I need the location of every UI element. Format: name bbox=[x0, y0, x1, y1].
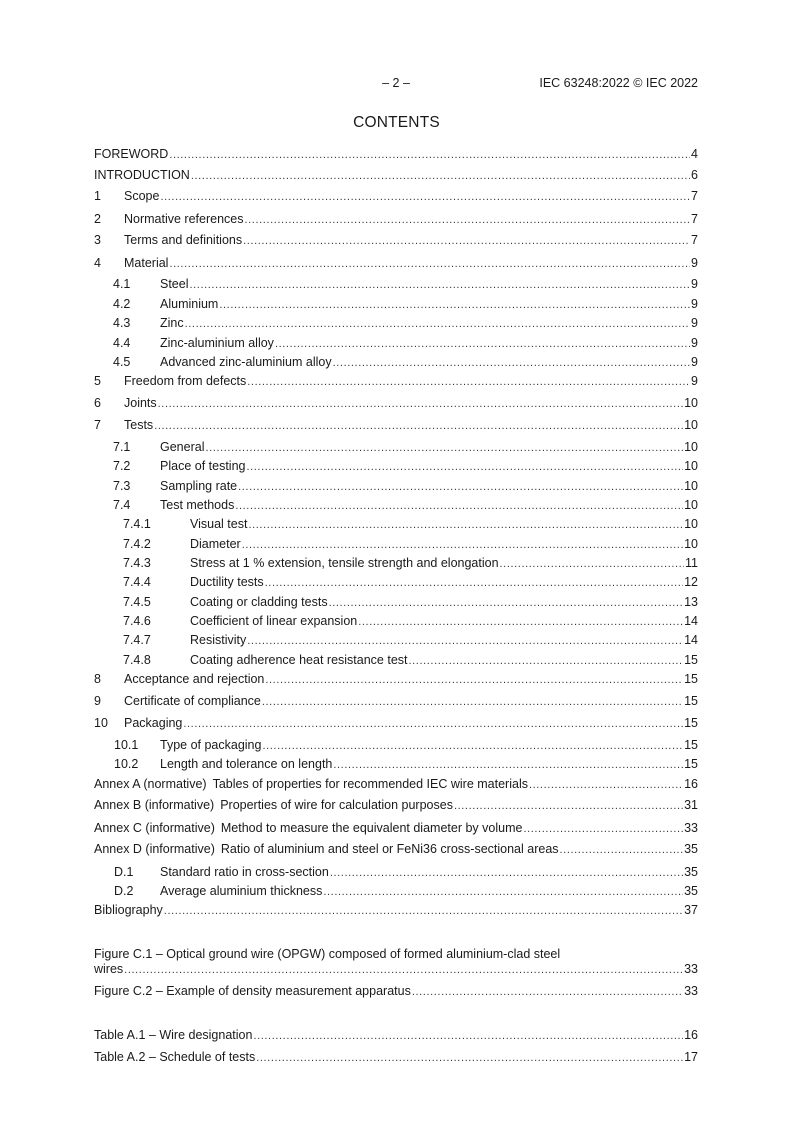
toc-entry-text: Average aluminium thickness bbox=[160, 884, 323, 898]
table-entry-text: Table A.1 – Wire designation bbox=[94, 1028, 253, 1042]
dot-leader bbox=[262, 694, 683, 710]
toc-entry-page: 15 bbox=[684, 694, 698, 708]
table-entry-a1[interactable] bbox=[94, 1027, 698, 1043]
figure-entry-page: 33 bbox=[684, 962, 698, 976]
toc-entry-aluminium[interactable] bbox=[113, 296, 698, 312]
toc-entry-text: Zinc bbox=[160, 316, 184, 330]
toc-entry-page: 35 bbox=[684, 842, 698, 856]
toc-entry-coefficient-linear-expansion[interactable] bbox=[123, 613, 698, 629]
toc-entry-text: Scope bbox=[124, 189, 160, 203]
toc-entry-number: 7 bbox=[94, 418, 101, 432]
toc-entry-text: Standard ratio in cross-section bbox=[160, 865, 329, 879]
toc-entry-page: 15 bbox=[684, 738, 698, 752]
toc-entry-number: D.2 bbox=[114, 884, 134, 898]
toc-entry-material[interactable] bbox=[94, 255, 698, 271]
toc-entry-bibliography[interactable] bbox=[94, 902, 698, 918]
dot-leader bbox=[246, 459, 683, 475]
toc-entry-coating-adherence-heat-resistance[interactable] bbox=[123, 652, 698, 668]
toc-entry-text: Packaging bbox=[124, 716, 183, 730]
toc-entry-number: 5 bbox=[94, 374, 101, 388]
toc-entry-page: 16 bbox=[684, 777, 698, 791]
toc-entry-page: 7 bbox=[691, 189, 698, 203]
toc-entry-number: 7.1 bbox=[113, 440, 131, 454]
dot-leader bbox=[190, 277, 691, 293]
toc-entry-scope[interactable] bbox=[94, 188, 698, 204]
toc-entry-text: INTRODUCTION bbox=[94, 168, 190, 182]
toc-entry-advanced-zinc-aluminium-alloy[interactable] bbox=[113, 354, 698, 370]
dot-leader bbox=[529, 777, 683, 793]
toc-entry-text: Diameter bbox=[190, 537, 241, 551]
toc-entry-tests[interactable] bbox=[94, 417, 698, 433]
toc-entry-introduction[interactable] bbox=[94, 167, 698, 183]
toc-entry-terms-and-definitions[interactable] bbox=[94, 232, 698, 248]
dot-leader bbox=[358, 614, 683, 630]
toc-entry-text: Normative references bbox=[124, 212, 244, 226]
toc-entry-visual-test[interactable] bbox=[123, 516, 698, 532]
toc-entry-page: 37 bbox=[684, 903, 698, 917]
toc-entry-text: Length and tolerance on length bbox=[160, 757, 333, 771]
dot-leader bbox=[185, 316, 690, 332]
toc-entry-text: Advanced zinc-aluminium alloy bbox=[160, 355, 332, 369]
toc-entry-page: 9 bbox=[691, 316, 698, 330]
toc-entry-page: 31 bbox=[684, 798, 698, 812]
toc-entry-page: 33 bbox=[684, 821, 698, 835]
dot-leader bbox=[265, 672, 683, 688]
dot-leader bbox=[243, 233, 690, 249]
toc-entry-page: 9 bbox=[691, 355, 698, 369]
toc-entry-text: Place of testing bbox=[160, 459, 246, 473]
toc-entry-text: Type of packaging bbox=[160, 738, 262, 752]
toc-entry-number: 4 bbox=[94, 256, 101, 270]
dot-leader bbox=[523, 821, 683, 837]
toc-entry-number: 3 bbox=[94, 233, 101, 247]
dot-leader bbox=[329, 595, 684, 611]
figure-entry-text: Figure C.2 – Example of density measurement apparatus bbox=[94, 984, 411, 998]
toc-entry-length-tolerance[interactable] bbox=[114, 756, 698, 772]
dot-leader bbox=[219, 297, 690, 313]
toc-entry-steel[interactable] bbox=[113, 276, 698, 292]
dot-leader bbox=[333, 757, 683, 773]
toc-entry-number: 7.2 bbox=[113, 459, 131, 473]
toc-entry-number: 10 bbox=[94, 716, 108, 730]
toc-entry-text: Steel bbox=[160, 277, 189, 291]
toc-entry-text: Bibliography bbox=[94, 903, 163, 917]
toc-entry-page: 4 bbox=[691, 147, 698, 161]
toc-entry-text: Tests bbox=[124, 418, 154, 432]
toc-entry-number: 7.4.2 bbox=[123, 537, 151, 551]
annex-label: Annex C (informative) bbox=[94, 821, 215, 835]
toc-entry-page: 9 bbox=[691, 256, 698, 270]
toc-entry-number: 8 bbox=[94, 672, 101, 686]
dot-leader bbox=[242, 537, 683, 553]
toc-entry-text: Certificate of compliance bbox=[124, 694, 261, 708]
toc-entry-text: General bbox=[160, 440, 205, 454]
toc-entry-page: 35 bbox=[684, 884, 698, 898]
toc-entry-page: 9 bbox=[691, 336, 698, 350]
toc-entry-text: Acceptance and rejection bbox=[124, 672, 265, 686]
toc-entry-foreword[interactable] bbox=[94, 146, 698, 162]
toc-entry-text: Stress at 1 % extension, tensile strength and elongation bbox=[190, 556, 499, 570]
toc-entry-page: 15 bbox=[684, 716, 698, 730]
annex-label: Annex A (normative) bbox=[94, 777, 207, 791]
toc-entry-number: 10.1 bbox=[114, 738, 139, 752]
toc-entry-page: 10 bbox=[684, 440, 698, 454]
toc-entry-page: 11 bbox=[685, 556, 698, 570]
annex-label: Annex B (informative) bbox=[94, 798, 215, 812]
toc-entry-page: 7 bbox=[691, 233, 698, 247]
toc-entry-test-methods[interactable] bbox=[113, 497, 698, 513]
toc-entry-resistivity[interactable] bbox=[123, 632, 698, 648]
toc-entry-number: D.1 bbox=[114, 865, 134, 879]
toc-entry-text: Method to measure the equivalent diameter by volume bbox=[220, 821, 523, 835]
toc-entry-ductility-tests[interactable] bbox=[123, 574, 698, 590]
dot-leader bbox=[323, 884, 683, 900]
dot-leader bbox=[330, 865, 683, 881]
dot-leader bbox=[160, 189, 690, 205]
toc-entry-text: Ratio of aluminium and steel or FeNi36 cross-sectional areas bbox=[220, 842, 559, 856]
dot-leader bbox=[247, 633, 683, 649]
dot-leader bbox=[238, 479, 683, 495]
dot-leader bbox=[183, 716, 683, 732]
dot-leader bbox=[248, 517, 683, 533]
toc-entry-page: 15 bbox=[684, 757, 698, 771]
dot-leader bbox=[235, 498, 683, 514]
dot-leader bbox=[262, 738, 683, 754]
toc-entry-number: 1 bbox=[94, 189, 101, 203]
dot-leader bbox=[454, 798, 683, 814]
toc-entry-normative-references[interactable] bbox=[94, 211, 698, 227]
toc-entry-text: Coating or cladding tests bbox=[190, 595, 328, 609]
toc-entry-text: Tables of properties for recommended IEC wire materials bbox=[212, 777, 528, 791]
toc-entry-number: 9 bbox=[94, 694, 101, 708]
toc-entry-page: 9 bbox=[691, 297, 698, 311]
figure-entry-page: 33 bbox=[684, 984, 698, 998]
dot-leader bbox=[205, 440, 683, 456]
toc-entry-number: 4.5 bbox=[113, 355, 131, 369]
dot-leader bbox=[247, 374, 690, 390]
toc-entry-page: 35 bbox=[684, 865, 698, 879]
toc-entry-place-of-testing[interactable] bbox=[113, 458, 698, 474]
dot-leader bbox=[169, 256, 690, 272]
toc-entry-sampling-rate[interactable] bbox=[113, 478, 698, 494]
toc-entry-text: Ductility tests bbox=[190, 575, 264, 589]
toc-entry-type-of-packaging[interactable] bbox=[114, 737, 698, 753]
toc-entry-page: 10 bbox=[684, 479, 698, 493]
toc-entry-number: 4.1 bbox=[113, 277, 131, 291]
toc-entry-page: 14 bbox=[684, 614, 698, 628]
toc-entry-text: Test methods bbox=[160, 498, 235, 512]
dot-leader bbox=[256, 1050, 683, 1066]
toc-entry-page: 15 bbox=[684, 653, 698, 667]
dot-leader bbox=[500, 556, 684, 572]
page-number: – 2 – bbox=[382, 76, 410, 90]
toc-entry-text: Properties of wire for calculation purposes bbox=[220, 798, 453, 812]
dot-leader bbox=[191, 168, 690, 184]
figure-entry-text-line1: Figure C.1 – Optical ground wire (OPGW) composed of formed aluminium-clad steel bbox=[94, 947, 561, 961]
dot-leader bbox=[124, 962, 683, 978]
toc-entry-text: Material bbox=[124, 256, 169, 270]
toc-entry-page: 13 bbox=[684, 595, 698, 609]
toc-entry-stress-tensile-elongation[interactable] bbox=[123, 555, 698, 571]
toc-entry-number: 7.4.5 bbox=[123, 595, 151, 609]
toc-entry-number: 7.4.8 bbox=[123, 653, 151, 667]
dot-leader bbox=[245, 212, 691, 228]
dot-leader bbox=[265, 575, 683, 591]
dot-leader bbox=[154, 418, 683, 434]
table-entry-page: 17 bbox=[684, 1050, 698, 1064]
dot-leader bbox=[560, 842, 684, 858]
toc-entry-page: 14 bbox=[684, 633, 698, 647]
toc-entry-page: 9 bbox=[691, 277, 698, 291]
toc-entry-text: Resistivity bbox=[190, 633, 247, 647]
toc-entry-page: 15 bbox=[684, 672, 698, 686]
figure-entry-c1-line2[interactable] bbox=[94, 961, 698, 977]
toc-entry-standard-ratio[interactable] bbox=[114, 864, 698, 880]
toc-entry-zinc-aluminium-alloy[interactable] bbox=[113, 335, 698, 351]
toc-entry-page: 10 bbox=[684, 396, 698, 410]
toc-entry-coating-cladding-tests[interactable] bbox=[123, 594, 698, 610]
toc-entry-number: 7.4.7 bbox=[123, 633, 151, 647]
toc-entry-text: FOREWORD bbox=[94, 147, 169, 161]
toc-entry-number: 7.4.1 bbox=[123, 517, 151, 531]
toc-entry-annex-a[interactable] bbox=[94, 776, 698, 792]
toc-entry-number: 7.4.3 bbox=[123, 556, 151, 570]
table-entry-page: 16 bbox=[684, 1028, 698, 1042]
toc-entry-annex-c[interactable] bbox=[94, 820, 698, 836]
toc-entry-joints[interactable] bbox=[94, 395, 698, 411]
toc-entry-number: 2 bbox=[94, 212, 101, 226]
toc-entry-text: Sampling rate bbox=[160, 479, 238, 493]
toc-entry-number: 7.4 bbox=[113, 498, 131, 512]
toc-entry-page: 10 bbox=[684, 517, 698, 531]
toc-entry-page: 10 bbox=[684, 537, 698, 551]
toc-entry-page: 9 bbox=[691, 374, 698, 388]
toc-entry-page: 10 bbox=[684, 498, 698, 512]
toc-entry-number: 7.4.6 bbox=[123, 614, 151, 628]
toc-entry-number: 4.2 bbox=[113, 297, 131, 311]
toc-entry-annex-b[interactable] bbox=[94, 797, 698, 813]
toc-entry-certificate-of-compliance[interactable] bbox=[94, 693, 698, 709]
toc-entry-diameter[interactable] bbox=[123, 536, 698, 552]
annex-label: Annex D (informative) bbox=[94, 842, 215, 856]
table-entry-text: Table A.2 – Schedule of tests bbox=[94, 1050, 256, 1064]
toc-entry-number: 7.3 bbox=[113, 479, 131, 493]
figure-entry-text-line2: wires bbox=[94, 962, 124, 976]
toc-entry-general[interactable] bbox=[113, 439, 698, 455]
toc-entry-text: Freedom from defects bbox=[124, 374, 247, 388]
document-reference: IEC 63248:2022 © IEC 2022 bbox=[539, 76, 698, 90]
toc-entry-page: 10 bbox=[684, 459, 698, 473]
toc-entry-number: 4.3 bbox=[113, 316, 131, 330]
toc-entry-annex-d[interactable] bbox=[94, 841, 698, 857]
toc-entry-page: 12 bbox=[684, 575, 698, 589]
toc-entry-text: Visual test bbox=[190, 517, 248, 531]
dot-leader bbox=[169, 147, 690, 163]
dot-leader bbox=[333, 355, 690, 371]
dot-leader bbox=[275, 336, 690, 352]
toc-entry-packaging[interactable] bbox=[94, 715, 698, 731]
figure-entry-c2[interactable] bbox=[94, 983, 698, 999]
toc-entry-number: 4.4 bbox=[113, 336, 131, 350]
toc-entry-text: Aluminium bbox=[160, 297, 219, 311]
dot-leader bbox=[164, 903, 683, 919]
dot-leader bbox=[158, 396, 683, 412]
dot-leader bbox=[253, 1028, 683, 1044]
toc-entry-text: Terms and definitions bbox=[124, 233, 243, 247]
table-entry-a2[interactable] bbox=[94, 1049, 698, 1065]
toc-entry-text: Zinc-aluminium alloy bbox=[160, 336, 274, 350]
toc-entry-page: 10 bbox=[684, 418, 698, 432]
toc-entry-number: 7.4.4 bbox=[123, 575, 151, 589]
toc-entry-text: Joints bbox=[124, 396, 157, 410]
dot-leader bbox=[409, 653, 684, 669]
toc-entry-acceptance-rejection[interactable] bbox=[94, 671, 698, 687]
toc-entry-average-aluminium-thickness[interactable] bbox=[114, 883, 698, 899]
toc-entry-page: 6 bbox=[691, 168, 698, 182]
toc-entry-text: Coefficient of linear expansion bbox=[190, 614, 358, 628]
dot-leader bbox=[412, 984, 683, 1000]
page-title: CONTENTS bbox=[353, 114, 440, 131]
toc-entry-freedom-from-defects[interactable] bbox=[94, 373, 698, 389]
toc-entry-number: 6 bbox=[94, 396, 101, 410]
toc-entry-page: 7 bbox=[691, 212, 698, 226]
toc-entry-number: 10.2 bbox=[114, 757, 139, 771]
toc-entry-text: Coating adherence heat resistance test bbox=[190, 653, 408, 667]
toc-entry-zinc[interactable] bbox=[113, 315, 698, 331]
